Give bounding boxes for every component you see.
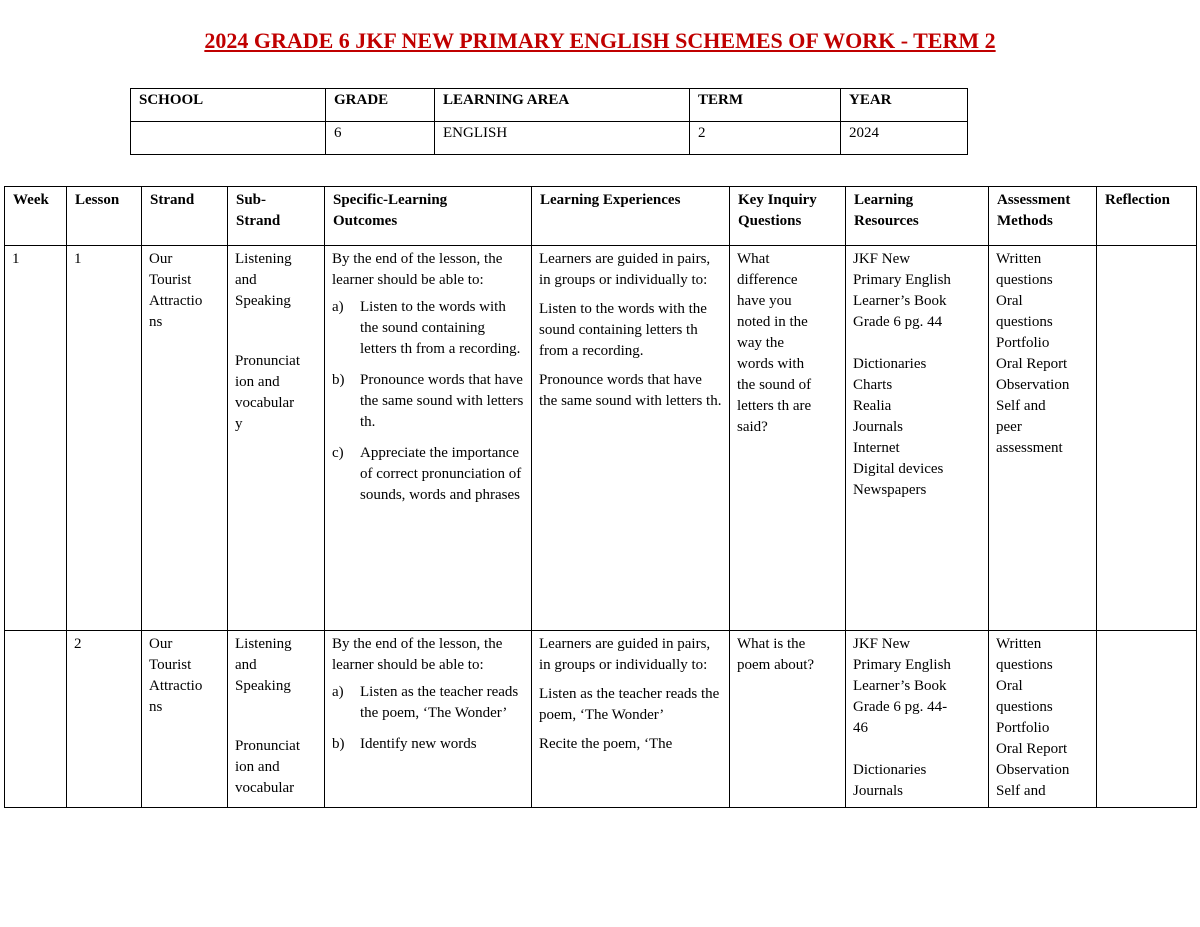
cell-line: Oral bbox=[996, 678, 1023, 694]
info-value-term: 2 bbox=[690, 122, 841, 155]
cell-line: questions bbox=[996, 699, 1053, 715]
cell-line: Our bbox=[149, 251, 173, 267]
experience-paragraph: Learners are guided in pairs, in groups or individually to: bbox=[539, 251, 711, 288]
info-header-term: TERM bbox=[690, 89, 841, 122]
col-lesson: Lesson bbox=[67, 187, 142, 246]
schemes-of-work-table bbox=[4, 186, 1197, 808]
cell-line: Learner’s Book bbox=[853, 293, 947, 309]
cell-line: words with bbox=[737, 356, 805, 372]
cell-line: Speaking bbox=[235, 293, 291, 309]
cell-line: Primary English bbox=[853, 272, 951, 288]
cell-line: Realia bbox=[853, 398, 892, 414]
cell-line: Written bbox=[996, 251, 1042, 267]
outcome-marker: a) bbox=[332, 684, 344, 700]
cell-line: way the bbox=[737, 335, 785, 351]
cell-line: Journals bbox=[853, 783, 903, 799]
cell-line: Oral Report bbox=[996, 741, 1068, 757]
cell-experiences bbox=[532, 631, 730, 808]
outcome-item bbox=[332, 443, 524, 506]
col-reflection: Reflection bbox=[1097, 187, 1197, 246]
cell-line: vocabular bbox=[235, 780, 295, 796]
cell-line: Our bbox=[149, 636, 173, 652]
cell-line: Digital devices bbox=[853, 461, 944, 477]
cell-key-inquiry bbox=[730, 631, 846, 808]
outcome-marker: a) bbox=[332, 299, 344, 315]
info-value-row bbox=[131, 122, 968, 155]
table-row bbox=[5, 246, 1197, 631]
cell-line: Oral bbox=[996, 293, 1023, 309]
cell-key-inquiry bbox=[730, 246, 846, 631]
cell-line: ion and bbox=[235, 374, 280, 390]
cell-line: Pronunciat bbox=[235, 738, 300, 754]
cell-line: Journals bbox=[853, 419, 903, 435]
outcome-marker: c) bbox=[332, 445, 344, 461]
outcome-item bbox=[332, 682, 524, 724]
info-value-year: 2024 bbox=[841, 122, 968, 155]
cell-resources bbox=[846, 631, 989, 808]
cell-line: Written bbox=[996, 636, 1042, 652]
outcome-text: Appreciate the importance of correct pronunciation of sounds, words and phrases bbox=[360, 445, 522, 503]
cell-line: Oral Report bbox=[996, 356, 1068, 372]
cell-line: Attractio bbox=[149, 678, 203, 694]
column-header-row bbox=[5, 187, 1197, 246]
cell-line: Newspapers bbox=[853, 482, 927, 498]
cell-line: y bbox=[235, 416, 243, 432]
cell-line: have you bbox=[737, 293, 792, 309]
col-strand: Strand bbox=[142, 187, 228, 246]
outcome-text: Listen as the teacher reads the poem, ‘The Wonder’ bbox=[360, 684, 519, 721]
cell-week bbox=[5, 631, 67, 808]
cell-line: JKF New bbox=[853, 251, 911, 267]
info-header-grade: GRADE bbox=[326, 89, 435, 122]
col-experiences: Learning Experiences bbox=[532, 187, 730, 246]
table-row bbox=[5, 631, 1197, 808]
experience-paragraph: Learners are guided in pairs, in groups or individually to: bbox=[539, 636, 711, 673]
experience-paragraph: Listen to the words with the sound containing letters th from a recording. bbox=[539, 301, 707, 359]
cell-strand bbox=[142, 631, 228, 808]
cell-assessment bbox=[989, 631, 1097, 808]
cell-line: and bbox=[235, 272, 257, 288]
cell-line: questions bbox=[996, 314, 1053, 330]
cell-substrand bbox=[228, 631, 325, 808]
cell-line: ns bbox=[149, 314, 163, 330]
cell-line: Dictionaries bbox=[853, 356, 927, 372]
col-assessment: Assessment Methods bbox=[989, 187, 1097, 246]
cell-line: Portfolio bbox=[996, 720, 1050, 736]
cell-line: JKF New bbox=[853, 636, 911, 652]
col-key-inquiry: Key Inquiry Questions bbox=[730, 187, 846, 246]
cell-line: Dictionaries bbox=[853, 762, 927, 778]
cell-line: Pronunciat bbox=[235, 353, 300, 369]
cell-substrand bbox=[228, 246, 325, 631]
cell-resources bbox=[846, 246, 989, 631]
page-title: 2024 GRADE 6 JKF NEW PRIMARY ENGLISH SCHEMES OF WORK - TERM 2 bbox=[204, 28, 996, 53]
cell-line: questions bbox=[996, 272, 1053, 288]
col-substrand: Sub- Strand bbox=[228, 187, 325, 246]
col-resources: Learning Resources bbox=[846, 187, 989, 246]
cell-line: Primary English bbox=[853, 657, 951, 673]
cell-reflection bbox=[1097, 246, 1197, 631]
cell-reflection bbox=[1097, 631, 1197, 808]
cell-experiences bbox=[532, 246, 730, 631]
outcome-text: Pronounce words that have the same sound with letters th. bbox=[360, 372, 524, 430]
outcome-text: Identify new words bbox=[360, 736, 477, 752]
cell-line: Tourist bbox=[149, 272, 192, 288]
cell-line: the sound of bbox=[737, 377, 812, 393]
cell-line: Tourist bbox=[149, 657, 192, 673]
cell-assessment bbox=[989, 246, 1097, 631]
cell-week: 1 bbox=[5, 246, 67, 631]
cell-line: Charts bbox=[853, 377, 893, 393]
cell-line: noted in the bbox=[737, 314, 808, 330]
cell-line: Listening bbox=[235, 636, 292, 652]
experience-paragraph: Pronounce words that have the same sound with letters th. bbox=[539, 372, 722, 409]
outcome-text: Listen to the words with the sound containing letters th from a recording. bbox=[360, 299, 521, 357]
outcome-marker: b) bbox=[332, 736, 345, 752]
experience-paragraph: Recite the poem, ‘The bbox=[539, 736, 673, 752]
cell-line: ns bbox=[149, 699, 163, 715]
info-value-grade: 6 bbox=[326, 122, 435, 155]
cell-line: Internet bbox=[853, 440, 900, 456]
cell-line: said? bbox=[737, 419, 768, 435]
outcome-item bbox=[332, 297, 524, 360]
cell-line: Grade 6 pg. 44 bbox=[853, 314, 943, 330]
cell-lesson: 1 bbox=[67, 246, 142, 631]
cell-line: Listening bbox=[235, 251, 292, 267]
school-info-table bbox=[130, 88, 968, 155]
outcome-item bbox=[332, 370, 524, 433]
cell-line: poem about? bbox=[737, 657, 815, 673]
cell-line: questions bbox=[996, 657, 1053, 673]
cell-line: 46 bbox=[853, 720, 868, 736]
cell-line: Observation bbox=[996, 762, 1070, 778]
outcome-marker: b) bbox=[332, 372, 345, 388]
info-header-learning-area: LEARNING AREA bbox=[435, 89, 690, 122]
cell-line: letters th are bbox=[737, 398, 812, 414]
info-header-row bbox=[131, 89, 968, 122]
cell-line: and bbox=[235, 657, 257, 673]
cell-line: What bbox=[737, 251, 770, 267]
cell-outcomes: By the end of the lesson, the learner should be able to: a) Listen as the teacher reads the poem, ‘The Wonder’ b) Identify new words bbox=[325, 631, 532, 808]
cell-line: vocabular bbox=[235, 395, 295, 411]
cell-line: Portfolio bbox=[996, 335, 1050, 351]
col-outcomes: Specific-Learning Outcomes bbox=[325, 187, 532, 246]
cell-line: difference bbox=[737, 272, 798, 288]
cell-line: ion and bbox=[235, 759, 280, 775]
experience-paragraph: Listen as the teacher reads the poem, ‘The Wonder’ bbox=[539, 686, 720, 723]
info-header-school: SCHOOL bbox=[131, 89, 326, 122]
cell-lesson: 2 bbox=[67, 631, 142, 808]
outcome-item bbox=[332, 734, 524, 755]
cell-line: Speaking bbox=[235, 678, 291, 694]
info-header-year: YEAR bbox=[841, 89, 968, 122]
cell-strand bbox=[142, 246, 228, 631]
cell-line: Observation bbox=[996, 377, 1070, 393]
cell-outcomes: By the end of the lesson, the learner should be able to: a) Listen to the words with the sound containing letters th from a recording. b) Pronounce words that have the same sound with letters th. c) Appreciate the importance of correct pronunciation of sounds, words and phrases bbox=[325, 246, 532, 631]
cell-line: Attractio bbox=[149, 293, 203, 309]
cell-line: Grade 6 pg. 44- bbox=[853, 699, 948, 715]
info-value-learning-area: ENGLISH bbox=[435, 122, 690, 155]
cell-line: What is the bbox=[737, 636, 806, 652]
cell-line: assessment bbox=[996, 440, 1063, 456]
cell-line: Self and bbox=[996, 398, 1046, 414]
cell-line: Learner’s Book bbox=[853, 678, 947, 694]
cell-line: Self and bbox=[996, 783, 1046, 799]
info-value-school bbox=[131, 122, 326, 155]
col-week: Week bbox=[5, 187, 67, 246]
cell-line: peer bbox=[996, 419, 1022, 435]
